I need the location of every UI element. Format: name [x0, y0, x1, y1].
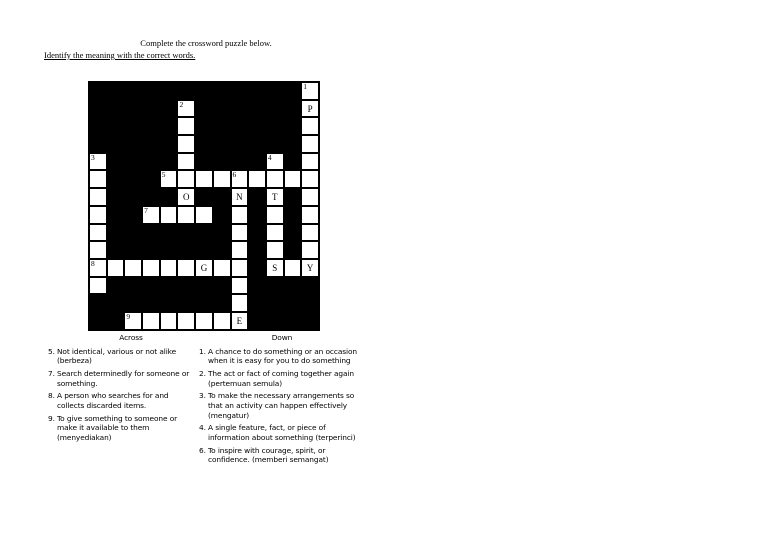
- grid-cell[interactable]: [266, 170, 284, 188]
- grid-cell-blocked: [284, 188, 302, 206]
- grid-cell-blocked: [231, 117, 249, 135]
- grid-cell-blocked: [142, 294, 160, 312]
- grid-cell[interactable]: [177, 188, 195, 206]
- grid-cell-blocked: [177, 294, 195, 312]
- clue-item: [48, 414, 194, 443]
- grid-cell[interactable]: [231, 259, 249, 277]
- grid-cell-blocked: [124, 188, 142, 206]
- grid-cell[interactable]: [231, 224, 249, 242]
- clue-item-number: 1.: [199, 346, 206, 356]
- grid-cell[interactable]: [213, 170, 231, 188]
- grid-cell[interactable]: [195, 206, 213, 224]
- clue-number: 7: [144, 205, 148, 215]
- grid-cell-blocked: [195, 188, 213, 206]
- grid-cell-blocked: [177, 277, 195, 295]
- grid-cell[interactable]: [160, 206, 178, 224]
- grid-cell-blocked: [301, 294, 319, 312]
- grid-cell[interactable]: [177, 170, 195, 188]
- grid-cell[interactable]: [301, 153, 319, 171]
- clue-item-text: To give something to someone or make it available to them: [57, 413, 178, 433]
- grid-cell-blocked: [124, 294, 142, 312]
- grid-cell-blocked: [213, 82, 231, 100]
- grid-cell-blocked: [89, 294, 107, 312]
- grid-cell[interactable]: [89, 206, 107, 224]
- clue-number: 2: [179, 99, 184, 109]
- grid-cell[interactable]: [231, 241, 249, 259]
- clue-item: [48, 391, 194, 410]
- grid-cell-blocked: [142, 82, 160, 100]
- given-letter: E: [236, 315, 243, 326]
- down-heading: Down: [271, 333, 293, 342]
- clue-item-number: 4.: [199, 423, 206, 433]
- grid-cell-blocked: [160, 82, 178, 100]
- grid-cell-blocked: [160, 188, 178, 206]
- grid-cell-blocked: [284, 312, 302, 330]
- clue-number: 3: [91, 152, 95, 162]
- grid-cell-blocked: [266, 100, 284, 118]
- grid-cell-blocked: [107, 170, 125, 188]
- grid-cell-blocked: [248, 277, 266, 295]
- clue-number: 5: [161, 170, 166, 180]
- clue-item-number: 5.: [48, 346, 55, 356]
- grid-cell-blocked: [107, 294, 125, 312]
- grid-cell-blocked: [213, 277, 231, 295]
- grid-cell[interactable]: [231, 188, 249, 206]
- given-letter: T: [271, 192, 278, 203]
- grid-cell[interactable]: [231, 312, 249, 330]
- grid-cell-blocked: [266, 294, 284, 312]
- clue-item-text: To make the necessary arrangements so that an activity can happen effectively: [208, 391, 355, 410]
- grid-cell-blocked: [124, 82, 142, 100]
- grid-cell-blocked: [160, 135, 178, 153]
- grid-cell[interactable]: [160, 259, 178, 277]
- grid-cell-blocked: [248, 312, 266, 330]
- grid-cell-blocked: [213, 224, 231, 242]
- grid-cell-blocked: [142, 188, 160, 206]
- grid-cell-blocked: [248, 100, 266, 118]
- grid-cell-blocked: [213, 153, 231, 171]
- grid-cell-blocked: [284, 206, 302, 224]
- grid-cell-blocked: [160, 224, 178, 242]
- clue-item-text: A person who searches for and collects discarded items.: [57, 391, 169, 410]
- grid-cell-blocked: [142, 135, 160, 153]
- grid-cell-blocked: [142, 170, 160, 188]
- grid-cell[interactable]: [213, 312, 231, 330]
- grid-cell-blocked: [89, 82, 107, 100]
- grid-cell-blocked: [177, 82, 195, 100]
- clue-item-number: 8.: [48, 391, 55, 401]
- grid-cell-blocked: [124, 100, 142, 118]
- grid-cell-blocked: [301, 277, 319, 295]
- grid-cell-blocked: [89, 312, 107, 330]
- grid-cell[interactable]: [301, 117, 319, 135]
- down-clues: [199, 333, 365, 468]
- grid-cell-blocked: [142, 224, 160, 242]
- grid-cell-blocked: [301, 312, 319, 330]
- grid-cell-blocked: [266, 135, 284, 153]
- grid-cell-blocked: [195, 82, 213, 100]
- grid-cell-blocked: [142, 241, 160, 259]
- grid-cell[interactable]: [284, 259, 302, 277]
- grid-cell[interactable]: [301, 135, 319, 153]
- grid-cell[interactable]: [177, 100, 195, 118]
- grid-cell-blocked: [142, 117, 160, 135]
- clue-number: 4: [267, 152, 272, 162]
- clue-item-text: Not identical, various or not alike: [57, 346, 177, 356]
- clue-number: 8: [91, 258, 95, 268]
- grid-cell[interactable]: [301, 224, 319, 242]
- grid-cell[interactable]: [284, 170, 302, 188]
- grid-cell-blocked: [213, 188, 231, 206]
- grid-cell-blocked: [195, 135, 213, 153]
- grid-cell-blocked: [89, 135, 107, 153]
- grid-cell-blocked: [248, 241, 266, 259]
- grid-cell-blocked: [248, 224, 266, 242]
- clue-item: [48, 347, 194, 366]
- across-clue-list: [48, 347, 194, 443]
- grid-cell-blocked: [284, 224, 302, 242]
- grid-cell-blocked: [266, 82, 284, 100]
- grid-cell[interactable]: [301, 82, 319, 100]
- grid-cell-blocked: [89, 117, 107, 135]
- given-letter: G: [200, 262, 208, 273]
- grid-cell[interactable]: [177, 135, 195, 153]
- grid-cell[interactable]: [89, 277, 107, 295]
- grid-cell[interactable]: [301, 241, 319, 259]
- grid-cell-blocked: [213, 100, 231, 118]
- clue-item-text: Search determinedly for someone or something.: [57, 368, 190, 388]
- grid-cell-blocked: [160, 277, 178, 295]
- grid-cell-blocked: [142, 277, 160, 295]
- grid-cell-blocked: [107, 117, 125, 135]
- grid-cell-blocked: [177, 241, 195, 259]
- grid-cell[interactable]: [107, 259, 125, 277]
- clue-item: [199, 391, 365, 420]
- grid-cell-blocked: [284, 153, 302, 171]
- given-letter: N: [236, 192, 243, 203]
- clue-item: [199, 423, 365, 442]
- grid-cell-blocked: [160, 117, 178, 135]
- clue-number: 1: [303, 82, 307, 91]
- clue-item-number: 3.: [199, 391, 206, 401]
- grid-cell-blocked: [107, 135, 125, 153]
- clue-item-number: 2.: [199, 368, 206, 378]
- grid-cell[interactable]: [160, 312, 178, 330]
- grid-cell-blocked: [284, 117, 302, 135]
- grid-cell[interactable]: [231, 170, 249, 188]
- grid-cell-blocked: [231, 100, 249, 118]
- grid-cell-blocked: [142, 100, 160, 118]
- grid-cell-blocked: [248, 188, 266, 206]
- grid-cell-blocked: [284, 135, 302, 153]
- grid-cell-blocked: [107, 82, 125, 100]
- grid-cell-blocked: [284, 100, 302, 118]
- grid-cell[interactable]: [142, 206, 160, 224]
- grid-cell-blocked: [124, 170, 142, 188]
- grid-cell[interactable]: [195, 170, 213, 188]
- grid-cell-blocked: [284, 277, 302, 295]
- grid-cell[interactable]: [195, 259, 213, 277]
- grid-cell[interactable]: [89, 259, 107, 277]
- grid-cell-blocked: [231, 82, 249, 100]
- grid-cell-blocked: [107, 188, 125, 206]
- grid-cell-blocked: [231, 153, 249, 171]
- grid-cell-blocked: [231, 135, 249, 153]
- clue-item: [199, 369, 365, 388]
- clue-item-text: A chance to do something or an occasion when it is easy for you to do something: [208, 346, 357, 366]
- clue-item-text: To inspire with courage, spirit, or confidence. (memberi semangat): [208, 445, 329, 465]
- grid-cell[interactable]: [213, 259, 231, 277]
- grid-cell-blocked: [124, 241, 142, 259]
- instruction-text: Identify the meaning with the correct words.: [44, 50, 196, 60]
- grid-cell-blocked: [177, 224, 195, 242]
- grid-cell-blocked: [89, 100, 107, 118]
- grid-cell-blocked: [107, 277, 125, 295]
- grid-cell[interactable]: [177, 153, 195, 171]
- grid-cell-blocked: [124, 277, 142, 295]
- grid-cell-blocked: [160, 100, 178, 118]
- clue-item-translation: (menyediakan): [57, 432, 112, 442]
- grid-cell-blocked: [107, 312, 125, 330]
- grid-cell-blocked: [107, 100, 125, 118]
- crossword-grid: [88, 81, 320, 331]
- grid-cell-blocked: [142, 153, 160, 171]
- grid-cell-blocked: [248, 206, 266, 224]
- grid-cell[interactable]: [89, 170, 107, 188]
- clue-item-number: 9.: [48, 413, 55, 423]
- grid-cell-blocked: [160, 294, 178, 312]
- grid-cell-blocked: [195, 100, 213, 118]
- grid-cell-blocked: [284, 241, 302, 259]
- grid-cell[interactable]: [177, 206, 195, 224]
- grid-cell[interactable]: [142, 259, 160, 277]
- grid-cell[interactable]: [301, 188, 319, 206]
- grid-cell[interactable]: [231, 294, 249, 312]
- grid-cell-blocked: [195, 241, 213, 259]
- grid-cell-blocked: [248, 82, 266, 100]
- grid-cell-blocked: [124, 135, 142, 153]
- grid-cell-blocked: [266, 117, 284, 135]
- grid-cell-blocked: [213, 206, 231, 224]
- clue-item-text: The act or fact of coming together again: [208, 368, 354, 378]
- given-letter: S: [272, 262, 278, 273]
- grid-cell[interactable]: [266, 224, 284, 242]
- across-clues: [48, 333, 194, 446]
- grid-cell[interactable]: [177, 117, 195, 135]
- grid-cell-blocked: [195, 277, 213, 295]
- grid-cell[interactable]: [160, 170, 178, 188]
- clue-item: [48, 369, 194, 388]
- grid-cell[interactable]: [177, 259, 195, 277]
- grid-cell[interactable]: [124, 259, 142, 277]
- clue-item: [199, 446, 365, 465]
- grid-cell-blocked: [213, 241, 231, 259]
- grid-cell-blocked: [213, 117, 231, 135]
- grid-cell[interactable]: [266, 153, 284, 171]
- across-heading: Across: [119, 333, 143, 342]
- clue-number: 6: [232, 170, 237, 180]
- grid-cell-blocked: [107, 241, 125, 259]
- grid-cell[interactable]: [248, 170, 266, 188]
- grid-cell[interactable]: [177, 312, 195, 330]
- grid-cell-blocked: [124, 153, 142, 171]
- clue-item-text: A single feature, fact, or piece of information about something (terperinci): [208, 423, 356, 442]
- grid-cell-blocked: [195, 153, 213, 171]
- grid-cell-blocked: [107, 153, 125, 171]
- given-letter: O: [183, 192, 190, 203]
- grid-cell-blocked: [248, 135, 266, 153]
- grid-cell-blocked: [266, 312, 284, 330]
- grid-cell[interactable]: [89, 224, 107, 242]
- grid-cell-blocked: [248, 259, 266, 277]
- clue-number: 9: [126, 311, 131, 321]
- grid-cell[interactable]: [266, 241, 284, 259]
- clue-item-translation: (mengatur): [208, 410, 250, 420]
- grid-cell-blocked: [160, 241, 178, 259]
- grid-cell-blocked: [195, 294, 213, 312]
- grid-cell[interactable]: [301, 259, 319, 277]
- grid-cell[interactable]: [301, 100, 319, 118]
- grid-cell-blocked: [195, 117, 213, 135]
- grid-cell-blocked: [266, 277, 284, 295]
- grid-cell-blocked: [213, 135, 231, 153]
- grid-cell-blocked: [195, 224, 213, 242]
- clue-item-translation: (pertemuan semula): [208, 378, 282, 388]
- grid-cell-blocked: [213, 294, 231, 312]
- grid-cell[interactable]: [89, 241, 107, 259]
- grid-cell-blocked: [107, 206, 125, 224]
- grid-cell-blocked: [160, 153, 178, 171]
- grid-cell-blocked: [284, 82, 302, 100]
- grid-cell[interactable]: [266, 188, 284, 206]
- grid-cell[interactable]: [301, 206, 319, 224]
- grid-cell-blocked: [124, 224, 142, 242]
- grid-cell-blocked: [248, 294, 266, 312]
- given-letter: Y: [306, 262, 314, 273]
- grid-cell[interactable]: [89, 153, 107, 171]
- clue-item-translation: (berbeza): [57, 356, 92, 366]
- grid-cell-blocked: [248, 117, 266, 135]
- clue-item-number: 6.: [199, 445, 206, 455]
- grid-cell[interactable]: [124, 312, 142, 330]
- grid-cell[interactable]: [266, 206, 284, 224]
- page-title: Complete the crossword puzzle below.: [140, 38, 272, 48]
- grid-cell[interactable]: [231, 206, 249, 224]
- grid-cell-blocked: [124, 117, 142, 135]
- grid-cell[interactable]: [142, 312, 160, 330]
- grid-cell-blocked: [284, 294, 302, 312]
- grid-cell[interactable]: [301, 170, 319, 188]
- clue-item: [199, 347, 365, 366]
- grid-cell-blocked: [124, 206, 142, 224]
- down-clue-list: [199, 347, 365, 465]
- clue-item-number: 7.: [48, 368, 55, 378]
- grid-cell[interactable]: [89, 188, 107, 206]
- grid-cell-blocked: [248, 153, 266, 171]
- grid-cell[interactable]: [195, 312, 213, 330]
- given-letter: P: [307, 103, 313, 114]
- grid-cell[interactable]: [266, 259, 284, 277]
- grid-cell[interactable]: [231, 277, 249, 295]
- grid-cell-blocked: [107, 224, 125, 242]
